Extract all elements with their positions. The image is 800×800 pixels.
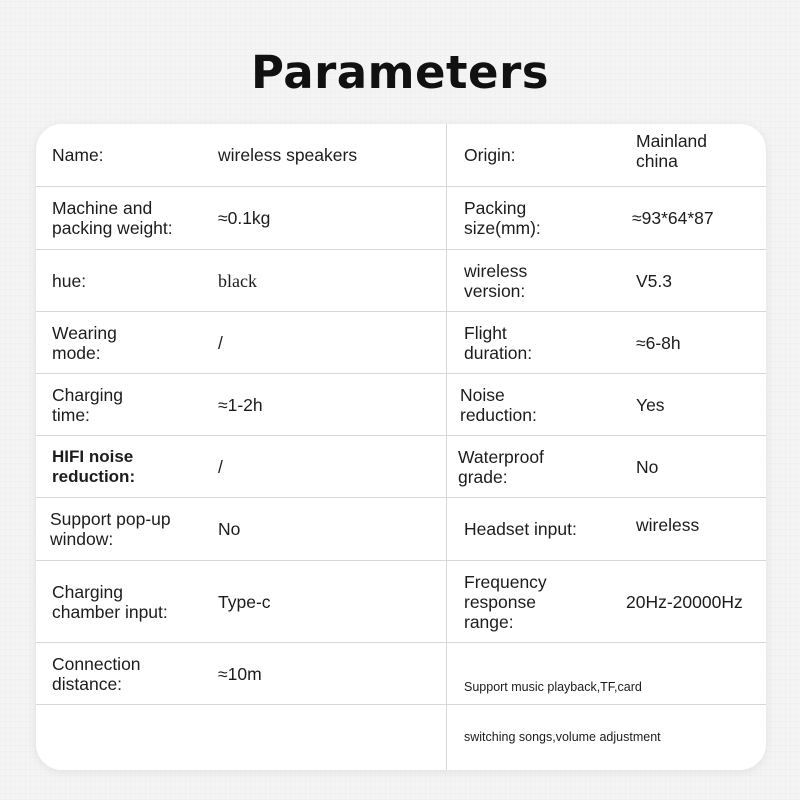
table-row — [36, 561, 766, 643]
name-value: wireless speakers — [218, 145, 358, 165]
connection-distance-label: Connection distance: — [52, 653, 141, 694]
hifi-noise-reduction-label: HIFI noise reduction: — [52, 446, 136, 486]
wireless-version-label: wireless version: — [464, 260, 528, 301]
waterproof-grade-value: No — [636, 456, 659, 477]
page-title: Parameters — [250, 46, 550, 99]
table-row — [36, 250, 766, 312]
hifi-noise-reduction-value: / — [218, 456, 223, 477]
popup-window-value: No — [218, 519, 241, 539]
flight-duration-value: ≈6-8h — [636, 332, 681, 353]
packing-size-value: ≈93*64*87 — [632, 208, 714, 228]
hue-label: hue: — [52, 270, 87, 291]
weight-value: ≈0.1kg — [218, 208, 271, 228]
frequency-response-label: Frequency response range: — [464, 571, 547, 632]
weight-label: Machine and packing weight: — [52, 198, 173, 238]
table-row — [36, 124, 766, 187]
waterproof-grade-label: Waterproof grade: — [458, 446, 544, 487]
noise-reduction-value: Yes — [636, 394, 665, 415]
wearing-mode-value: / — [218, 332, 223, 353]
table-row — [36, 312, 766, 374]
frequency-response-value: 20Hz-20000Hz — [626, 591, 743, 612]
hue-value: black — [218, 270, 257, 291]
parameters-table — [36, 124, 766, 770]
feature-note — [464, 643, 764, 744]
table-row — [36, 187, 766, 250]
table-row — [36, 498, 766, 561]
table-row — [36, 436, 766, 498]
origin-label: Origin: — [464, 145, 516, 165]
packing-size-label: Packing size(mm): — [464, 198, 541, 238]
table-row — [36, 374, 766, 436]
origin-value: Mainland china — [636, 131, 708, 171]
flight-duration-label: Flight duration: — [464, 322, 533, 363]
charging-time-label: Charging time: — [52, 384, 124, 425]
wearing-mode-label: Wearing mode: — [52, 322, 117, 363]
name-label: Name: — [52, 145, 104, 165]
charging-chamber-input-value: Type-c — [218, 591, 271, 612]
headset-input-value: wireless — [636, 515, 700, 535]
popup-window-label: Support pop-up window: — [50, 509, 171, 549]
noise-reduction-label: Noise reduction: — [460, 384, 537, 425]
connection-distance-value: ≈10m — [218, 663, 262, 684]
charging-chamber-input-label: Charging chamber input: — [52, 581, 168, 622]
table-row — [36, 643, 766, 744]
feature-note-line-2: switching songs,volume adjustment — [464, 730, 661, 744]
feature-note-line-1: Support music playback,TF,card — [464, 680, 642, 694]
charging-time-value: ≈1-2h — [218, 394, 263, 415]
headset-input-label: Headset input: — [464, 519, 577, 539]
wireless-version-value: V5.3 — [636, 270, 672, 291]
